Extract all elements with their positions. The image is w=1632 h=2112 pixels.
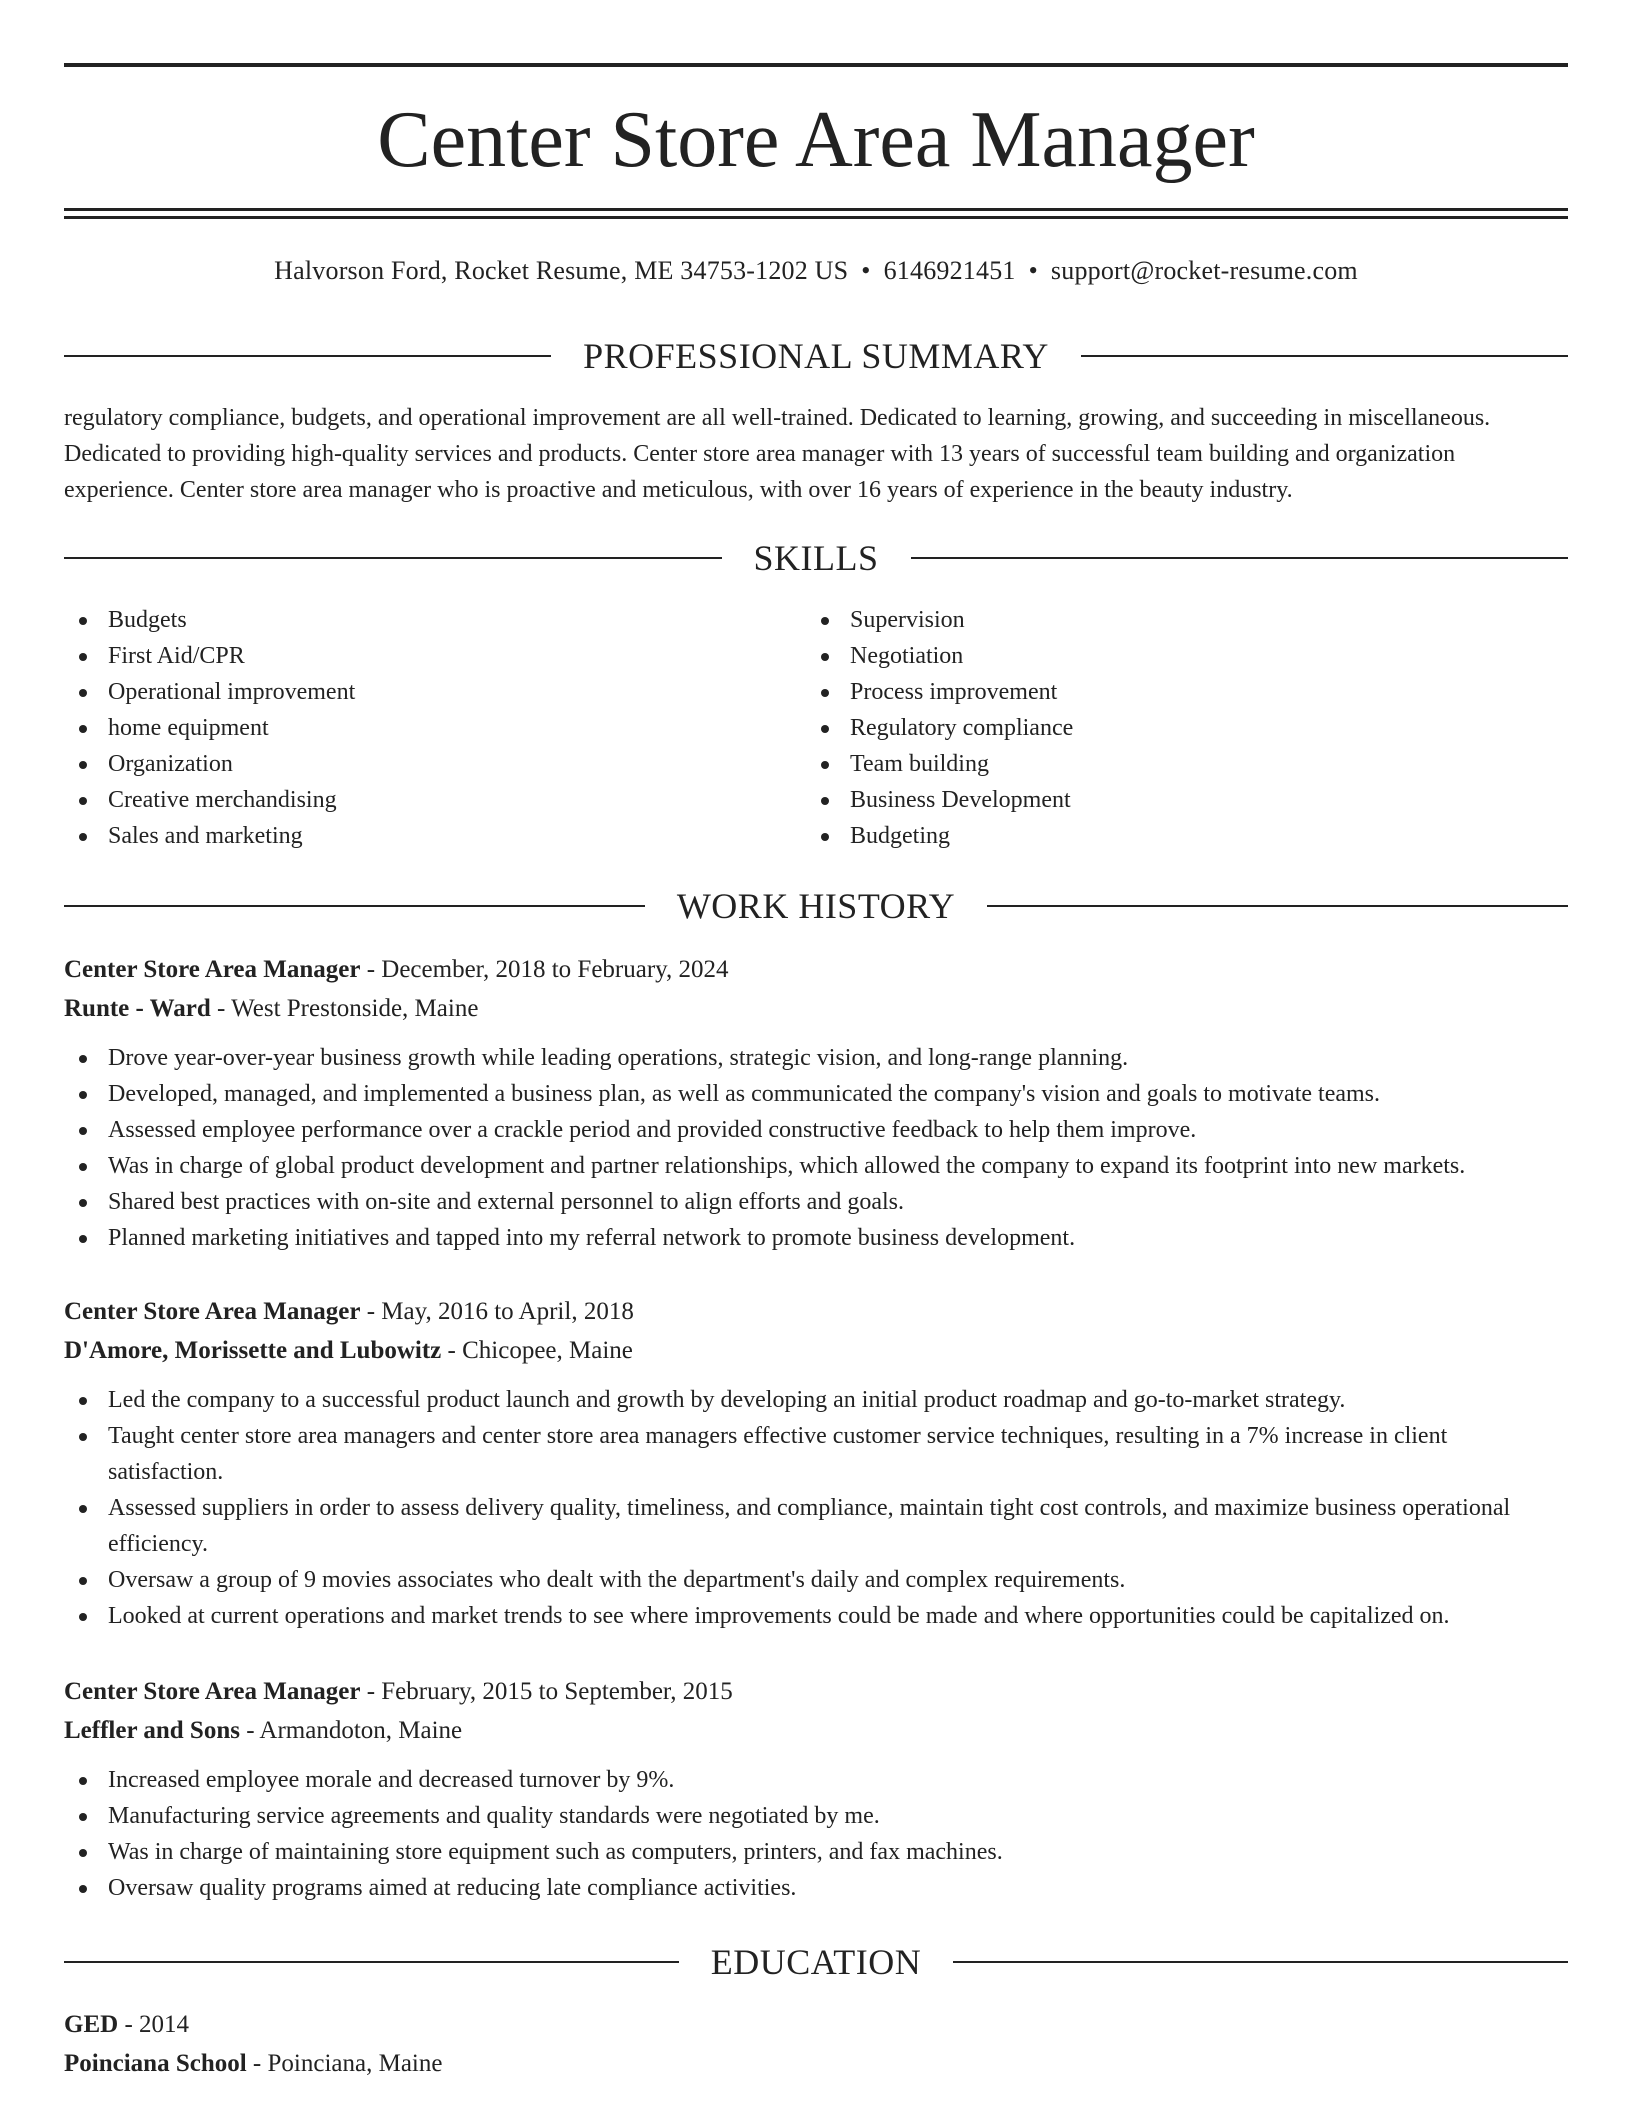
job-bullets (64, 1040, 1568, 1256)
dash: - (210, 995, 232, 1022)
job-company-line (64, 1331, 1568, 1370)
section-heading-summary (64, 334, 1568, 378)
job-company: D'Amore, Morissette and Lubowitz (64, 1337, 442, 1364)
job-dates: May, 2016 to April, 2018 (381, 1298, 634, 1325)
dash: - (360, 1298, 382, 1325)
contact-separator: • (861, 256, 871, 285)
job-entry (64, 1292, 1568, 1634)
job-bullets (64, 1762, 1568, 1906)
skill-item: First Aid/CPR (64, 638, 806, 674)
skill-item: Budgets (64, 602, 806, 638)
dash: - (246, 2050, 268, 2077)
skill-item: Process improvement (806, 674, 1548, 710)
job-bullet: Assessed suppliers in order to assess delivery quality, timeliness, and compliance, maintain tight cost controls, and maximize business operational efficiency. (64, 1490, 1568, 1562)
job-bullet: Was in charge of maintaining store equipment such as computers, printers, and fax machines. (64, 1834, 1568, 1870)
dash: - (118, 2011, 140, 2038)
section-heading-work-history (64, 884, 1568, 928)
header-rule-upper (64, 208, 1568, 211)
dash: - (441, 1337, 463, 1364)
education-school: Poinciana School (64, 2050, 247, 2077)
job-location: Armandoton, Maine (259, 1717, 463, 1744)
job-bullet: Oversaw a group of 9 movies associates who dealt with the department's daily and complex requirements. (64, 1562, 1568, 1598)
skill-item: Organization (64, 746, 806, 782)
skill-item: Business Development (806, 782, 1548, 818)
job-bullet: Increased employee morale and decreased turnover by 9%. (64, 1762, 1568, 1798)
dash: - (360, 1678, 382, 1705)
job-bullet: Shared best practices with on-site and external personnel to align efforts and goals. (64, 1184, 1568, 1220)
heading-rule (64, 905, 645, 907)
job-bullet: Planned marketing initiatives and tapped into my referral network to promote business development. (64, 1220, 1568, 1256)
contact-email: support@rocket-resume.com (1050, 256, 1358, 285)
header-rule-lower (64, 216, 1568, 219)
job-bullet: Was in charge of global product development and partner relationships, which allowed the company to expand its footprint into new markets. (64, 1148, 1568, 1184)
education-school-line (64, 2044, 1568, 2083)
job-title: Center Store Area Manager (64, 1298, 361, 1325)
section-title: WORK HISTORY (676, 886, 956, 926)
job-bullet: Led the company to a successful product launch and growth by developing an initial product roadmap and go-to-market strategy. (64, 1382, 1568, 1418)
job-dates: December, 2018 to February, 2024 (381, 956, 729, 983)
job-dates: February, 2015 to September, 2015 (381, 1678, 733, 1705)
section-title: EDUCATION (710, 1942, 922, 1982)
skills-column-right (806, 602, 1548, 854)
job-title-line (64, 950, 1568, 989)
job-entry (64, 950, 1568, 1256)
job-title-line (64, 1672, 1568, 1711)
summary-paragraph: regulatory compliance, budgets, and operational improvement are all well-trained. Dedicated to learning, growing, and succeeding in miscellaneous. Dedicated to providing high-quality services and products. Center store area manager with 13 years of successful team building and organization experience. Center store area manager who is proactive and meticulous, with over 16 years of experience in the beauty industry. (64, 405, 1491, 503)
section-heading-education (64, 1940, 1568, 1984)
section-heading-skills (64, 536, 1568, 580)
job-entry (64, 1672, 1568, 1906)
job-bullet: Taught center store area managers and center store area managers effective customer service techniques, resulting in a 7% increase in client satisfaction. (64, 1418, 1568, 1490)
education-year: 2014 (139, 2011, 190, 2038)
contact-phone: 6146921451 (883, 256, 1016, 285)
contact-line (64, 254, 1568, 288)
heading-rule (64, 355, 551, 357)
education-location: Poinciana, Maine (267, 2050, 443, 2077)
job-location: Chicopee, Maine (462, 1337, 633, 1364)
heading-rule (1081, 355, 1568, 357)
job-title: Center Store Area Manager (64, 956, 361, 983)
contact-separator: • (1028, 256, 1038, 285)
dash: - (239, 1717, 260, 1744)
job-company: Leffler and Sons (64, 1717, 240, 1744)
skill-item: Team building (806, 746, 1548, 782)
skills-column-left (64, 602, 806, 854)
job-bullet: Looked at current operations and market trends to see where improvements could be made and where opportunities could be capitalized on. (64, 1598, 1568, 1634)
job-company-line (64, 1711, 1568, 1750)
heading-rule (953, 1961, 1568, 1963)
job-bullets (64, 1382, 1568, 1634)
section-title: PROFESSIONAL SUMMARY (583, 336, 1049, 376)
job-bullet: Assessed employee performance over a crackle period and provided constructive feedback to help them improve. (64, 1112, 1568, 1148)
job-bullet: Developed, managed, and implemented a business plan, as well as communicated the company's vision and goals to motivate teams. (64, 1076, 1568, 1112)
heading-rule (911, 557, 1569, 559)
skills-list (64, 602, 1568, 854)
education-degree-line (64, 2005, 1568, 2044)
header-top-rule (64, 63, 1568, 67)
job-company-line (64, 989, 1568, 1028)
skill-item: Negotiation (806, 638, 1548, 674)
contact-address: Halvorson Ford, Rocket Resume, ME 34753-1202 US (274, 256, 849, 285)
heading-rule (64, 557, 722, 559)
section-title: SKILLS (753, 538, 879, 578)
skill-item: Budgeting (806, 818, 1548, 854)
job-location: West Prestonside, Maine (231, 995, 479, 1022)
heading-rule (987, 905, 1568, 907)
skill-item: home equipment (64, 710, 806, 746)
job-bullet: Manufacturing service agreements and quality standards were negotiated by me. (64, 1798, 1568, 1834)
resume-title: Center Store Area Manager (377, 96, 1255, 184)
job-company: Runte - Ward (64, 995, 211, 1022)
dash: - (360, 956, 382, 983)
job-bullet: Oversaw quality programs aimed at reducing late compliance activities. (64, 1870, 1568, 1906)
job-bullet: Drove year-over-year business growth while leading operations, strategic vision, and long-range planning. (64, 1040, 1568, 1076)
skill-item: Operational improvement (64, 674, 806, 710)
skill-item: Supervision (806, 602, 1548, 638)
job-title-line (64, 1292, 1568, 1331)
skill-item: Sales and marketing (64, 818, 806, 854)
education-degree: GED (64, 2011, 119, 2038)
heading-rule (64, 1961, 679, 1963)
skill-item: Regulatory compliance (806, 710, 1548, 746)
education-entry (64, 2005, 1568, 2083)
job-title: Center Store Area Manager (64, 1678, 361, 1705)
skill-item: Creative merchandising (64, 782, 806, 818)
